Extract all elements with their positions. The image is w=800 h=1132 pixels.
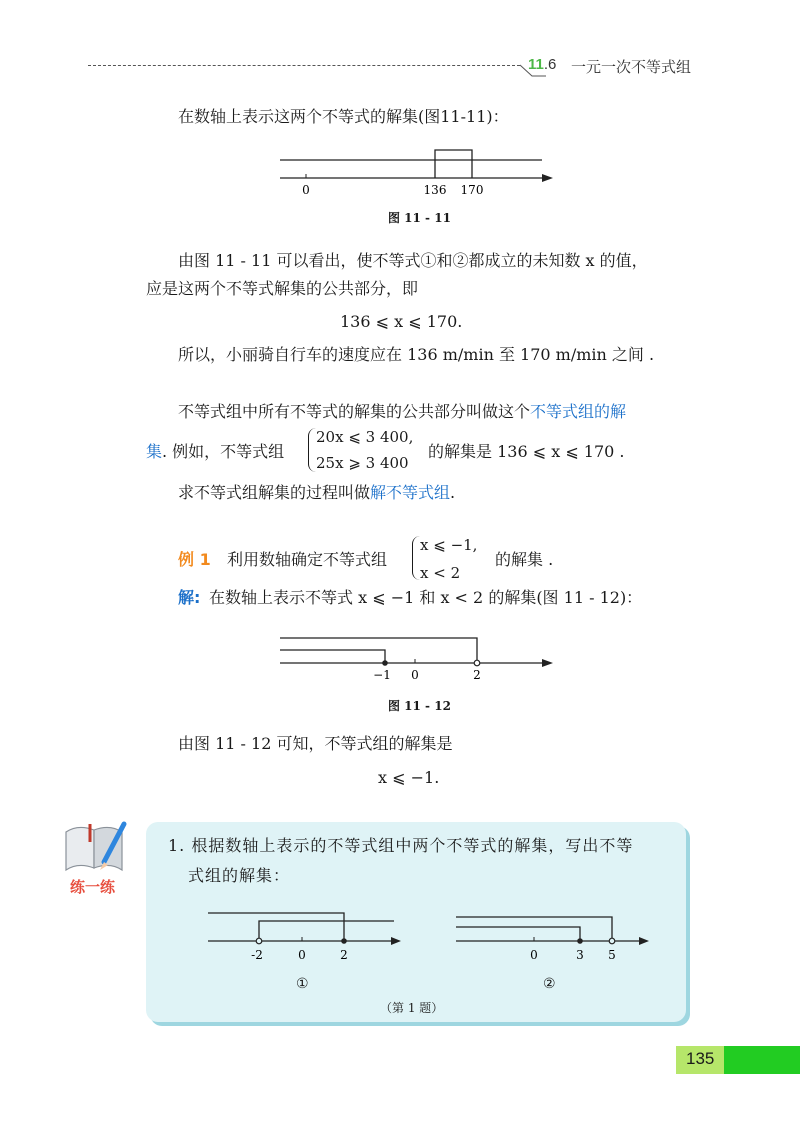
figure-11-12 [270,628,560,686]
paragraph-1: 在数轴上表示这两个不等式的解集(图11-11)： [178,107,509,126]
solution-ray-x-le-minus-1 [280,650,385,663]
solution-ray-x-lt-3 [456,927,580,941]
header-rule [88,65,520,66]
hollow-point [256,938,262,944]
term-solution-set-end: 集 [146,442,163,461]
definition-line-3: 求不等式组解集的过程叫做解不等式组. [178,483,456,502]
system-bottom: 25x ⩾ 3 400 [316,454,409,472]
solid-point [577,938,583,944]
system-top: 20x ⩽ 3 400, [316,428,414,446]
page-number: 135 [686,1049,715,1068]
exercise-figure-2 [448,905,658,967]
solution-ray-2 [435,150,472,178]
example-text-b: 的解集 . [495,550,554,569]
tick-label: 0 [530,948,538,962]
figure-11-11 [270,140,560,202]
axis-arrow [542,659,553,667]
section-title: 一元一次不等式组 [571,58,692,76]
tick-label: 170 [460,183,484,197]
practice-label: 练一练 [70,878,116,896]
figure-caption: 图 11 - 12 [388,699,451,713]
solid-point [382,660,388,666]
tick-label: 0 [302,183,310,197]
page-number-bar [724,1046,800,1074]
tick-label: −1 [373,668,391,682]
hollow-point [474,660,480,666]
tick-label: 0 [298,948,306,962]
axis-arrow [542,174,553,182]
notebook-pencil-icon [60,818,132,874]
equation-1: 136 ⩽ x ⩽ 170. [340,312,463,331]
question-line-1: 1. 根据数轴上表示的不等式组中两个不等式的解集，写出不等 [168,836,634,855]
axis-arrow [391,937,401,945]
figure-mark-2: ② [543,976,556,992]
exercise-figure-1 [200,905,410,967]
example-label: 例 1 [178,550,211,569]
example-system-top: x ⩽ −1, [420,536,478,554]
definition-line-2-b: 的解集是 136 ⩽ x ⩽ 170 . [428,442,625,461]
term-solve-system: 解不等式组 [370,483,451,502]
paragraph-2-line-1: 由图 11 - 11 可以看出，使不等式①和②都成立的未知数 x 的值， [178,251,648,270]
solution-label: 解: [178,588,201,607]
solution-ray-1 [208,913,344,941]
tick-label: 136 [423,183,447,197]
paragraph-2-line-2: 应是这两个不等式解集的公共部分，即 [146,279,419,298]
solid-point [341,938,347,944]
tick-label: 0 [411,668,419,682]
axis-arrow [639,937,649,945]
example-system-bottom: x < 2 [420,564,461,582]
conclusion-text: 由图 11 - 12 可知，不等式组的解集是 [178,734,453,753]
figure-mark-1: ① [296,976,309,992]
question-line-2: 式组的解集： [188,866,291,885]
solution-text: 在数轴上表示不等式 x ⩽ −1 和 x < 2 的解集(图 11 - 12)： [209,588,643,607]
hollow-point [609,938,615,944]
definition-line-2-a: . 例如，不等式组 [162,442,285,461]
tick-label: 2 [473,668,481,682]
solution-ray-2 [259,921,394,941]
example-text-a: 利用数轴确定不等式组 [227,550,388,569]
paragraph-3: 所以，小丽骑自行车的速度应在 136 m/min 至 170 m/min 之间 . [178,345,655,364]
section-number: 11.6 [528,56,557,73]
term-solution-set: 不等式组的解 [530,402,627,421]
figure-caption: 图 11 - 11 [388,211,451,225]
definition-line-1: 不等式组中所有不等式的解集的公共部分叫做这个不等式组的解 [178,402,627,421]
tick-label: 2 [340,948,348,962]
tick-label: 5 [608,948,616,962]
tick-label: 3 [576,948,584,962]
conclusion-result: x ⩽ −1. [378,768,440,787]
tick-label: -2 [251,948,263,962]
exercise-caption: （第 1 题） [380,1001,444,1015]
